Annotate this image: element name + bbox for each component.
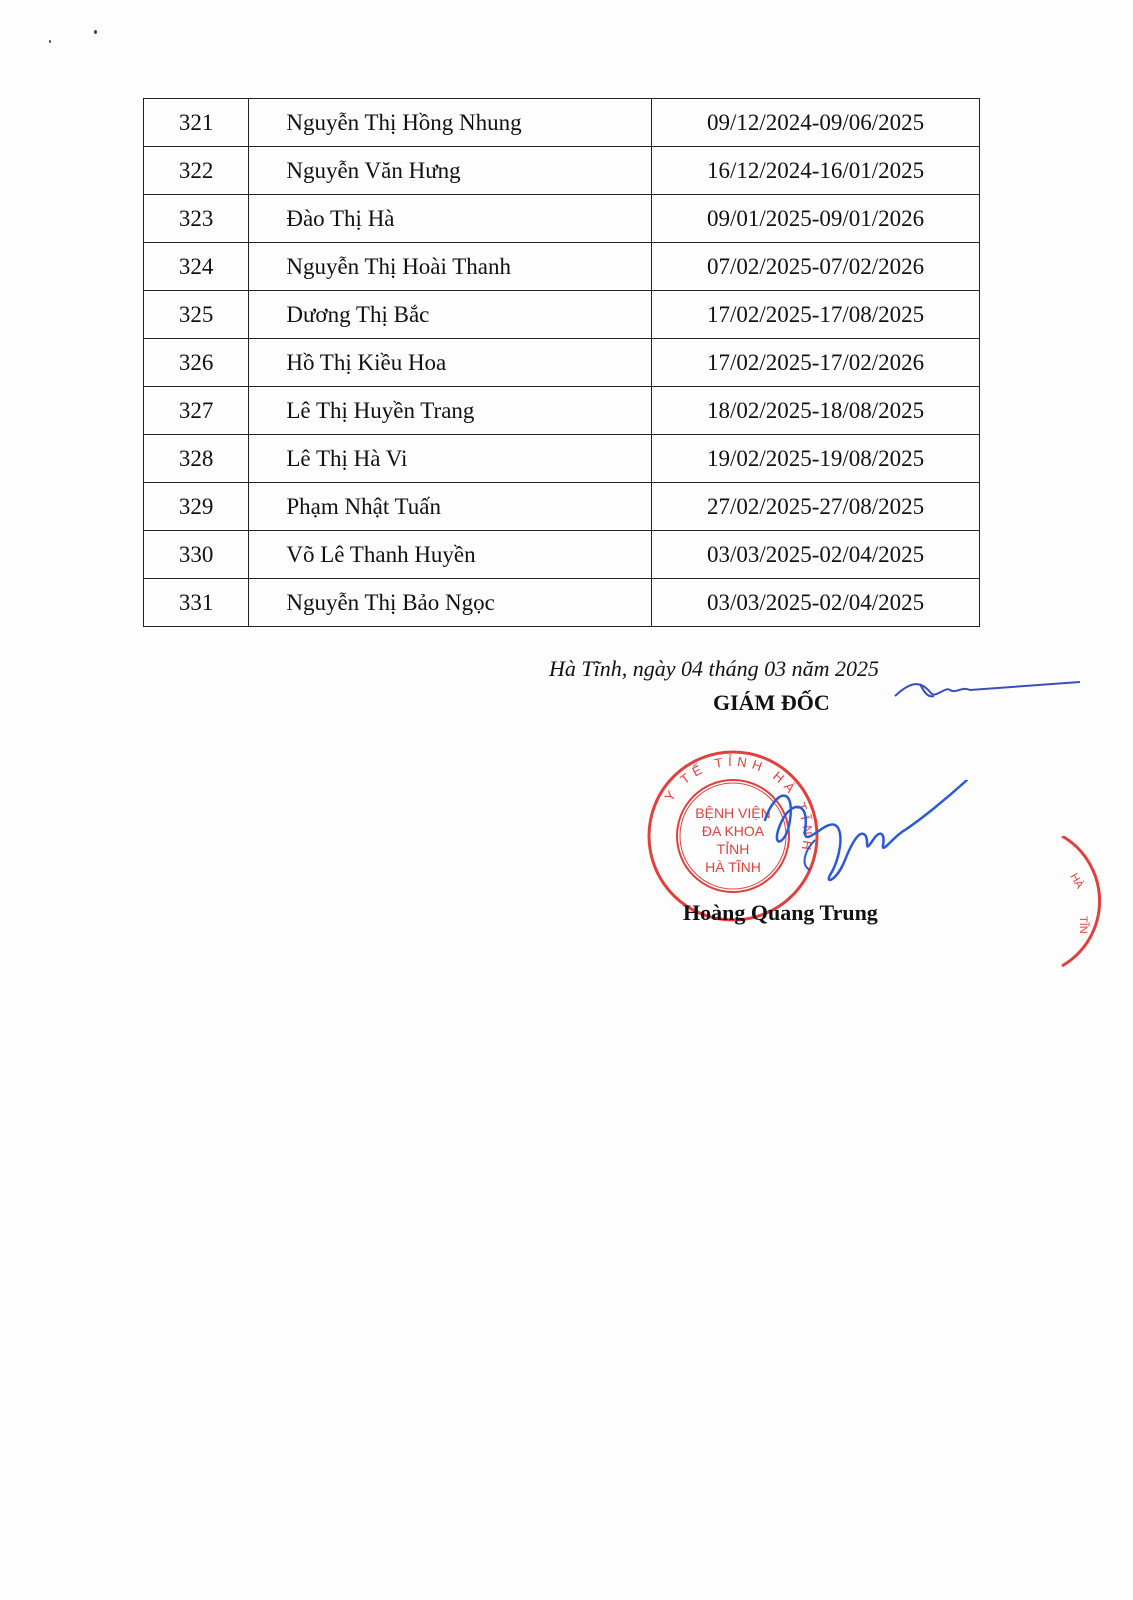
period: 03/03/2025-02/04/2025 xyxy=(652,579,980,627)
staff-name: Nguyễn Thị Hồng Nhung xyxy=(249,99,652,147)
svg-text:TỈNH: TỈNH xyxy=(716,841,750,857)
staff-name: Nguyễn Thị Bảo Ngọc xyxy=(249,579,652,627)
svg-text:ĐA KHOA: ĐA KHOA xyxy=(701,823,765,839)
period: 17/02/2025-17/02/2026 xyxy=(652,339,980,387)
row-number: 321 xyxy=(144,99,249,147)
period: 27/02/2025-27/08/2025 xyxy=(652,483,980,531)
staff-name: Võ Lê Thanh Huyền xyxy=(249,531,652,579)
table-row xyxy=(144,195,980,243)
staff-name: Nguyễn Thị Hoài Thanh xyxy=(249,243,652,291)
period: 16/12/2024-16/01/2025 xyxy=(652,147,980,195)
staff-table-body xyxy=(144,99,980,627)
place-and-date: Hà Tĩnh, ngày 04 tháng 03 năm 2025 xyxy=(549,656,879,681)
staff-name: Lê Thị Hà Vi xyxy=(249,435,652,483)
table-row xyxy=(144,243,980,291)
row-number: 325 xyxy=(144,291,249,339)
table-row xyxy=(144,387,980,435)
staff-name: Hồ Thị Kiều Hoa xyxy=(249,339,652,387)
period: 19/02/2025-19/08/2025 xyxy=(652,435,980,483)
svg-text:HÀ TĨNH: HÀ TĨNH xyxy=(705,859,761,875)
scan-speck xyxy=(94,30,97,34)
staff-name: Phạm Nhật Tuấn xyxy=(249,483,652,531)
partial-seal-icon xyxy=(1060,836,1133,986)
row-number: 326 xyxy=(144,339,249,387)
staff-name: Nguyễn Văn Hưng xyxy=(249,147,652,195)
period: 03/03/2025-02/04/2025 xyxy=(652,531,980,579)
row-number: 322 xyxy=(144,147,249,195)
table-row xyxy=(144,339,980,387)
period: 07/02/2025-07/02/2026 xyxy=(652,243,980,291)
staff-table xyxy=(143,98,980,627)
table-row xyxy=(144,531,980,579)
staff-name: Dương Thị Bắc xyxy=(249,291,652,339)
table-row xyxy=(144,579,980,627)
svg-text:TĨN: TĨN xyxy=(1077,916,1089,934)
staff-name: Lê Thị Huyền Trang xyxy=(249,387,652,435)
row-number: 328 xyxy=(144,435,249,483)
staff-name: Đào Thị Hà xyxy=(249,195,652,243)
period: 09/01/2025-09/01/2026 xyxy=(652,195,980,243)
row-number: 323 xyxy=(144,195,249,243)
table-row xyxy=(144,99,980,147)
svg-text:BỆNH VIỆN: BỆNH VIỆN xyxy=(695,805,771,821)
row-number: 327 xyxy=(144,387,249,435)
row-number: 331 xyxy=(144,579,249,627)
table-row xyxy=(144,291,980,339)
row-number: 330 xyxy=(144,531,249,579)
svg-text:Y TẾ TỈNH HÀ TĨNH: Y TẾ TỈNH HÀ TĨNH xyxy=(661,753,816,856)
row-number: 329 xyxy=(144,483,249,531)
period: 17/02/2025-17/08/2025 xyxy=(652,291,980,339)
signer-name: Hoàng Quang Trung xyxy=(683,900,878,925)
signer-title: GIÁM ĐỐC xyxy=(713,690,830,715)
table-row xyxy=(144,147,980,195)
table-row xyxy=(144,435,980,483)
initial-mark-icon xyxy=(890,672,1090,712)
svg-text:HÀ: HÀ xyxy=(1067,871,1086,891)
handwritten-signature-icon xyxy=(745,780,985,900)
period: 18/02/2025-18/08/2025 xyxy=(652,387,980,435)
row-number: 324 xyxy=(144,243,249,291)
scan-speck xyxy=(49,40,51,43)
period: 09/12/2024-09/06/2025 xyxy=(652,99,980,147)
table-row xyxy=(144,483,980,531)
